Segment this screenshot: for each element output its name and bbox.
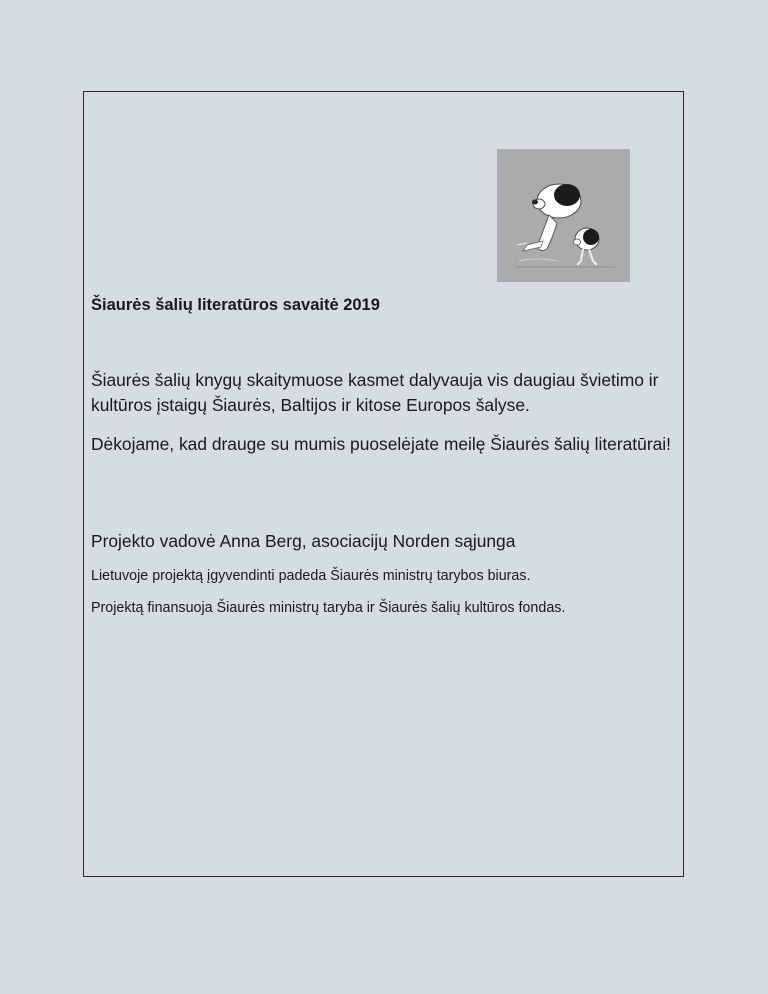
mole-reading-illustration [497,149,630,282]
intro-paragraph: Šiaurės šalių knygų skaitymuose kasmet dalyvauja vis daugiau švietimo ir kultūros įstaigų Šiaurės, Baltijos ir kitose Europos šalyse. [91,370,659,415]
signature-line: Projekto vadovė Anna Berg, asociacijų Norden sąjunga [91,531,516,551]
funding-note: Projektą finansuoja Šiaurės ministrų taryba ir Šiaurės šalių kultūros fondas. [91,600,566,616]
thanks-paragraph: Dėkojame, kad drauge su mumis puoselėjate meilę Šiaurės šalių literatūrai! [91,434,671,454]
support-note: Lietuvoje projektą įgyvendinti padeda Šiaurės ministrų tarybos biuras. [91,568,531,584]
document-title: Šiaurės šalių literatūros savaitė 2019 [91,296,380,314]
